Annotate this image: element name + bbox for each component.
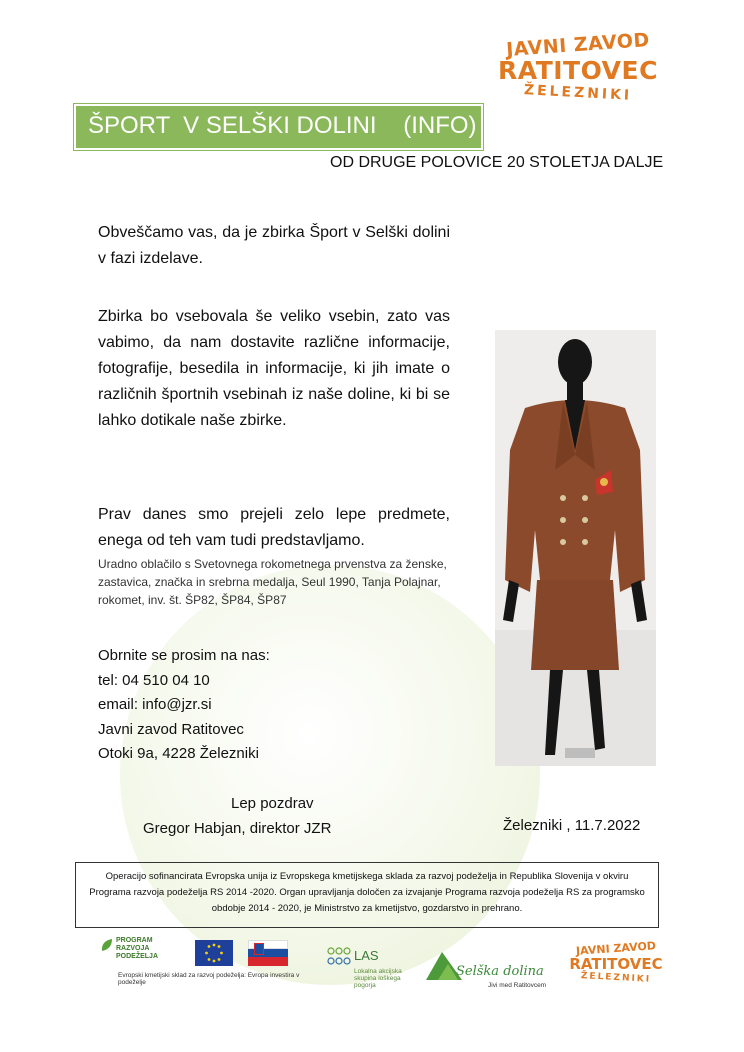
logo-line3: ŽELEZNIKI xyxy=(523,82,633,104)
contact-phone[interactable]: tel: 04 510 04 10 xyxy=(98,671,210,689)
selska-label: Selška dolina xyxy=(456,964,544,979)
las-label: LAS xyxy=(354,948,379,963)
las-logo xyxy=(326,946,402,989)
signature-greeting: Lep pozdrav xyxy=(231,795,314,812)
page-title: ŠPORT V SELŠKI DOLINI (INFO) xyxy=(88,112,477,139)
selska-dolina-logo xyxy=(426,950,556,990)
footer-logo-line2: RATITOVEC xyxy=(569,955,663,973)
ratitovec-logo xyxy=(478,29,678,104)
contact-email[interactable]: email: info@jzr.si xyxy=(98,696,212,713)
prp-line2: RAZVOJA xyxy=(116,945,150,952)
footer-logo-line1: JAVNI ZAVOD xyxy=(575,939,657,958)
footer-ratitovec-logo xyxy=(556,939,676,985)
prp-line3: PODEŽELJA xyxy=(116,953,159,960)
signature-name: Gregor Habjan, direktor JZR xyxy=(143,820,332,837)
photo-caption: Uradno oblačilo s Svetovnega rokometnega prvenstva za ženske, zastavica, značka in srebrna medalja, Seul 1990, Tanja Polajnar, rokomet, inv. št. ŠP82, ŠP84, ŠP87 xyxy=(98,557,447,607)
funding-info-text: Operacijo sofinancirata Evropska unija iz Evropskega kmetijskega sklada za razvoj podeželja in Republika Slovenija v okviru Programa razvoja podeželja RS 2014 -2020. Organ upravljanja določen za izvajanje Programa razvoja podeželja RS za programsko obdobje 2014 - 2020, je Ministrstvo za kmetijstvo, gozdarstvo in prehrano. xyxy=(89,871,645,914)
paragraph-invitation: Zbirka bo vsebovala še veliko vsebin, zato vas vabimo, da nam dostavite različne informacije, fotografije, besedila in informacije, ki jih imate o različnih športnih vsebinah iz naše doline, ki bi se lahko dotikale naše zbirke. xyxy=(98,308,450,429)
las-caption: Lokalna akcijska skupina loškega pogorja xyxy=(354,968,402,989)
contact-block xyxy=(98,644,270,767)
page-subtitle: OD DRUGE POLOVICE 20 STOLETJA DALJE xyxy=(330,154,664,171)
contact-heading: Obrnite se prosim na nas: xyxy=(98,647,270,664)
paragraph-items: Prav danes smo prejeli zelo lepe predmete, enega od teh vam tudi predstavljamo. xyxy=(98,506,450,549)
eu-flag-icon xyxy=(195,940,233,966)
logo-line2: RATITOVEC xyxy=(498,56,658,85)
slovenia-flag-icon xyxy=(248,940,288,966)
uniform-photo xyxy=(495,330,656,766)
contact-org: Javni zavod Ratitovec xyxy=(98,720,244,738)
document-date: Železniki , 11.7.2022 xyxy=(503,817,641,834)
las-logo-icon xyxy=(326,946,352,968)
title-banner xyxy=(74,104,483,150)
contact-address: Otoki 9a, 4228 Železniki xyxy=(98,745,259,762)
mannequin-uniform-illustration xyxy=(495,330,656,766)
prp-line1: PROGRAM xyxy=(116,937,153,944)
paragraph-intro: Obveščamo vas, da je zbirka Šport v Selški dolini v fazi izdelave. xyxy=(98,224,450,267)
funding-info-box xyxy=(75,862,659,928)
logo-line1: JAVNI ZAVOD xyxy=(505,29,651,61)
eu-caption: Evropski kmetijski sklad za razvoj podeželja: Evropa investira v podeželje xyxy=(118,972,300,986)
prp-leaf-icon xyxy=(100,937,114,953)
footer-logo-line3: ŽELEZNIKI xyxy=(580,971,652,985)
selska-caption: Jivi med Ratitovcem xyxy=(488,982,547,989)
